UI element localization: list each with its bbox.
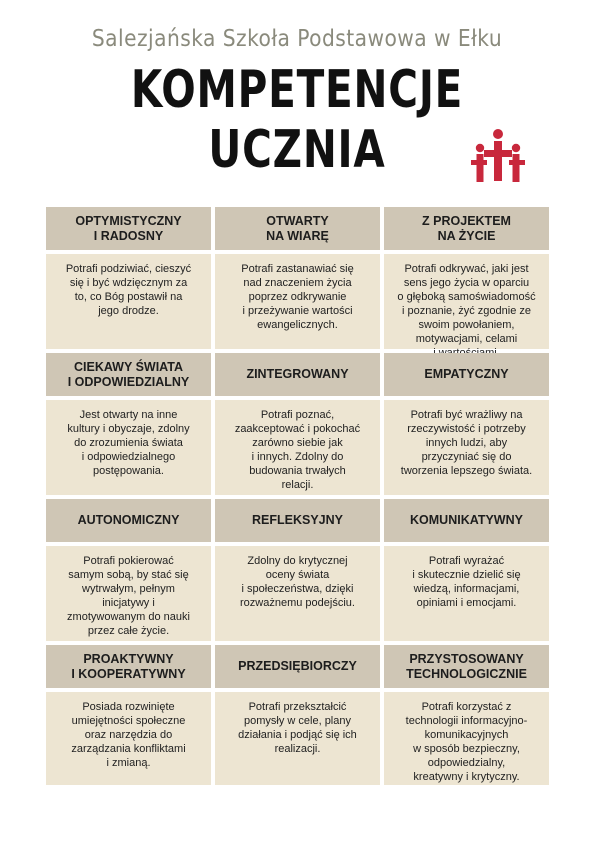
competency-heading: Z PROJEKTEM NA ŻYCIE: [384, 207, 549, 250]
competency-description: Potrafi odkrywać, jaki jest sens jego życia w oparciu o głęboką samoświadomość i poznanie, żyć zgodnie ze swoim powołaniem, motywacjami, celami: [384, 254, 549, 349]
competency-heading: PRZEDSIĘBIORCZY: [215, 645, 380, 688]
salesian-logo-icon: [470, 128, 526, 186]
competency-heading: ZINTEGROWANY: [215, 353, 380, 396]
competency-card: [384, 645, 549, 785]
competency-heading: EMPATYCZNY: [384, 353, 549, 396]
competency-card: [46, 353, 211, 495]
competency-description: Potrafi podziwiać, cieszyć się i być wdzięcznym za to, co Bóg postawił na jego drodze.: [46, 254, 211, 349]
competency-description: Potrafi wyrażać i skutecznie dzielić się wiedzą, informacjami, opiniami i emocjami.: [384, 546, 549, 641]
competency-description: Potrafi poznać, zaakceptować i pokochać zarówno siebie jak i innych. Zdolny do budowania trwałych relacji.: [215, 400, 380, 495]
competency-description: Potrafi pokierować samym sobą, by stać się wytrwałym, pełnym inicjatywy i zmotywowanym do nauki przez całe życie.: [46, 546, 211, 641]
school-name: Salezjańska Szkoła Podstawowa w Ełku: [91, 26, 503, 52]
competency-heading: AUTONOMICZNY: [46, 499, 211, 542]
competency-card: [384, 499, 549, 641]
competency-card: [384, 353, 549, 495]
competency-description: Potrafi korzystać z technologii informacyjno- komunikacyjnych w sposób bezpieczny, odpowiedzialny, kreatywny i krytyczny.: [384, 692, 549, 785]
competency-card: [46, 207, 211, 349]
competency-heading: KOMUNIKATYWNY: [384, 499, 549, 542]
competency-heading: OTWARTY NA WIARĘ: [215, 207, 380, 250]
competency-card: [215, 353, 380, 495]
competency-description: Posiada rozwinięte umiejętności społeczne oraz narzędzia do zarządzania konfliktami i zmianą.: [46, 692, 211, 785]
competency-description: Potrafi przekształcić pomysły w cele, plany działania i podjąć się ich realizacji.: [215, 692, 380, 785]
competency-card: [215, 499, 380, 641]
competency-heading: CIEKAWY ŚWIATA I ODPOWIEDZIALNY: [46, 353, 211, 396]
competency-heading: REFLEKSYJNY: [215, 499, 380, 542]
competency-card: [215, 207, 380, 349]
competency-heading: PROAKTYWNY I KOOPERATYWNY: [46, 645, 211, 688]
competency-description: Jest otwarty na inne kultury i obyczaje, zdolny do zrozumienia świata i odpowiedzialnego postępowania.: [46, 400, 211, 495]
competency-heading: OPTYMISTYCZNY I RADOSNY: [46, 207, 211, 250]
competency-card: [46, 499, 211, 641]
page-title: KOMPETENCJE UCZNIA: [130, 60, 464, 180]
competency-card: [46, 645, 211, 785]
competency-description: Zdolny do krytycznej oceny świata i społeczeństwa, dzięki rozważnemu podejściu.: [215, 546, 380, 641]
competency-description: Potrafi być wrażliwy na rzeczywistość i potrzeby innych ludzi, aby przyczyniać się do tworzenia lepszego świata.: [384, 400, 549, 495]
competency-card: [384, 207, 549, 349]
competency-card: [215, 645, 380, 785]
competency-description: Potrafi zastanawiać się nad znaczeniem życia poprzez odkrywanie i przeżywanie wartości ewangelicznych.: [215, 254, 380, 349]
competency-heading: PRZYSTOSOWANY TECHNOLOGICZNIE: [384, 645, 549, 688]
competencies-grid: [46, 207, 549, 785]
